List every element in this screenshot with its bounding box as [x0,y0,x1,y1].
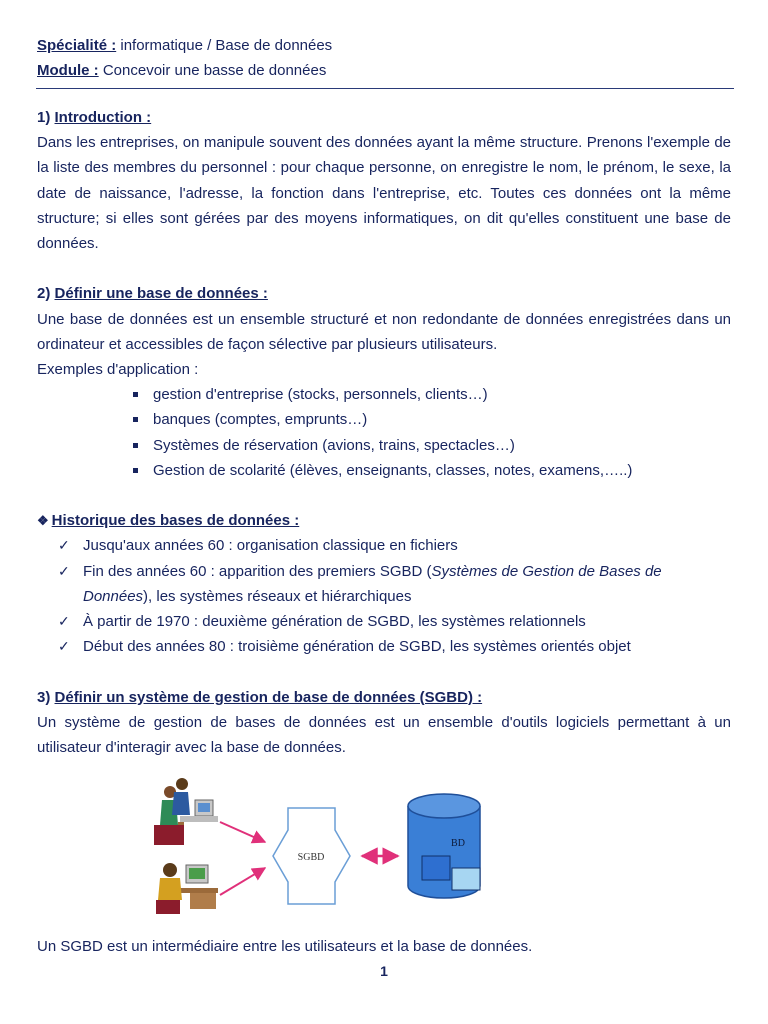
examples-label: Exemples d'application : [37,361,199,379]
checkmark-icon: ✓ [58,562,70,579]
module-value: Concevoir une basse de données [102,62,327,79]
list-item: ✓ Fin des années 60 : apparition des premiers SGBD (Systèmes de Gestion de Bases de Données), les systèmes réseaux et hiérarchiques [58,559,731,609]
section-3-text: Un système de gestion de bases de données est un ensemble d'outils logiciels permettant à un utilisateur d'interagir avec la base de données. [37,713,731,757]
user-computer-icon-2 [156,863,218,914]
section-1-title: Introduction : [54,109,152,126]
sgbd-diagram [140,770,520,930]
examples-list [37,382,731,483]
sgbd-box [273,808,350,904]
list-item: Gestion de scolarité (élèves, enseignants, classes, notes, examens,…..) [116,458,731,483]
section-1-heading [37,105,731,130]
checkmark-icon: ✓ [58,537,70,554]
bd-label: BD [451,838,465,849]
speciality-label: Spécialité : [37,37,117,54]
list-item: ✓ À partir de 1970 : deuxième génération de SGBD, les systèmes relationnels [58,609,731,634]
page-number: 1 [380,963,388,979]
history-list [37,533,731,659]
diamond-bullet-icon: ❖ [37,513,49,529]
section-2-number: 2) [37,285,51,303]
figure-caption: Un SGBD est un intermédiaire entre les utilisateurs et la base de données. [37,938,533,955]
database-cylinder [408,794,480,898]
section-2-title: Définir une base de données : [54,285,268,303]
speciality-line [37,33,332,58]
history-title: Historique des bases de données : [51,512,300,530]
document-header [37,33,332,83]
module-line [37,58,332,83]
section-1-text: Dans les entreprises, on manipule souvent des données ayant la même structure. Prenons l'exemple de la liste des membres du personnel : pour chaque personne, on enregistre le nom, le prénom, le sexe, la date de naissance, l'adresse, la fonction dans l'entreprise, etc. Toutes ces données ont la même structure; si elles sont gérées par des moyens informatiques, on dit qu'elles constituent une base de données. [37,134,731,253]
history-heading [37,508,731,533]
checkmark-icon: ✓ [58,613,70,630]
header-rule [36,88,734,89]
section-3-number: 3) [37,688,51,706]
document-body [37,105,731,760]
section-3-heading [37,685,731,710]
module-label: Module : [37,62,99,79]
section-3-title: Définir un système de gestion de base de données (SGBD) : [54,688,483,706]
section-2-text: Une base de données est un ensemble structuré et non redondante de données enregistrées dans un ordinateur et accessibles de façon sélective par plusieurs utilisateurs. [37,310,731,353]
list-item: Systèmes de réservation (avions, trains, spectacles…) [116,433,731,458]
user-computer-icon-1 [154,778,218,845]
checkmark-icon: ✓ [58,638,70,655]
section-2-heading [37,281,731,306]
list-item: banques (comptes, emprunts…) [116,407,731,432]
section-1-number: 1) [37,109,51,126]
list-item: gestion d'entreprise (stocks, personnels, clients…) [116,382,731,407]
list-item: ✓ Début des années 80 : troisième génération de SGBD, les systèmes orientés objet [58,634,731,659]
list-item: ✓ Jusqu'aux années 60 : organisation classique en fichiers [58,533,731,558]
speciality-value: informatique / Base de données [120,37,333,54]
sgbd-label: SGBD [297,852,325,863]
